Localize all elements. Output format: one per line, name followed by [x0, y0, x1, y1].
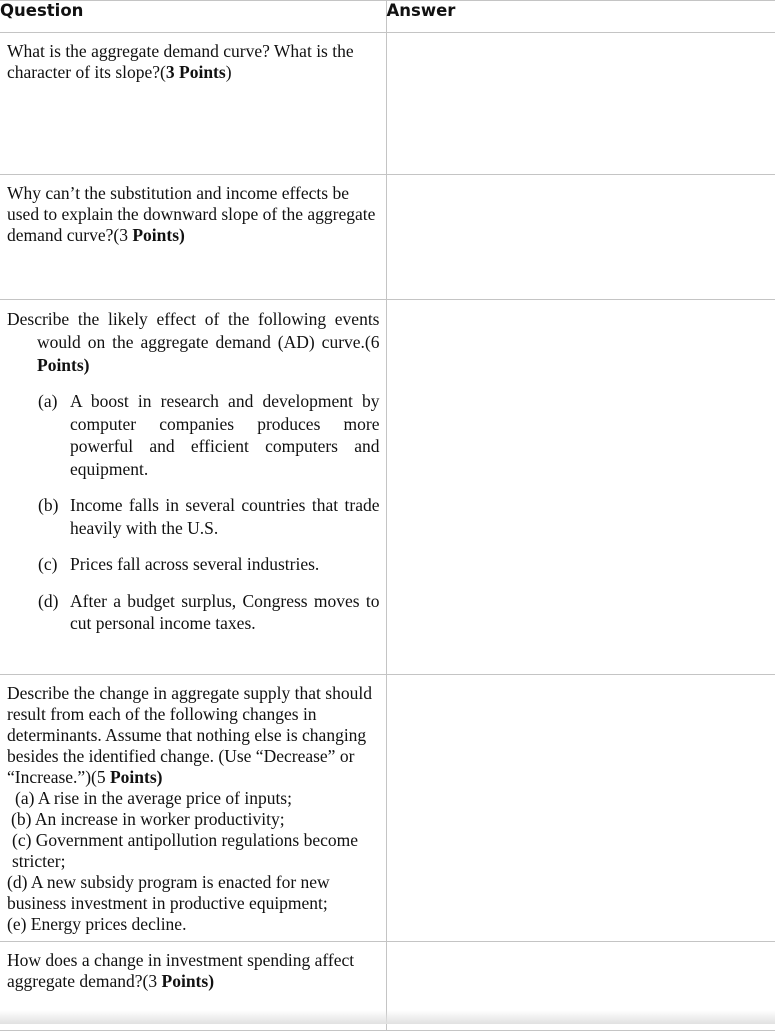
question-cell — [0, 300, 386, 675]
table-row — [0, 175, 775, 300]
question-text: How does a change in investment spending affect aggregate demand?(3 Points) — [7, 950, 355, 991]
points-label: Points) — [37, 355, 90, 375]
table-row — [0, 675, 775, 942]
table-row — [0, 300, 775, 675]
answer-cell[interactable] — [386, 33, 775, 175]
header-row — [0, 1, 775, 33]
question-text: Why can’t the substitution and income effects be used to explain the downward slope of the aggregate demand curve?(3 Points) — [7, 183, 376, 245]
question-text — [0, 300, 386, 635]
list-item: (e) Energy prices decline. — [7, 914, 187, 934]
question-column-header: Question — [0, 1, 386, 33]
table-row — [0, 942, 775, 1031]
answer-cell[interactable] — [386, 675, 775, 942]
question-intro: Describe the likely effect of the following events would on the aggregate demand (AD) curve.(6 Points) — [7, 309, 380, 375]
question-intro: Describe the change in aggregate supply that should result from each of the following changes in determinants. Assume that nothing else is changing besides the identified change. (Use “Decrease” or “Increase.”)(5 Points) — [7, 683, 372, 787]
answer-cell[interactable] — [386, 175, 775, 300]
question-cell — [0, 675, 386, 942]
points-label: Points) — [161, 971, 215, 991]
points-label: Points) — [109, 767, 163, 787]
list-item: (a) A boost in research and development by computer companies produces more powerful and efficient computers and equipment. — [38, 391, 380, 479]
answer-column-header: Answer — [386, 1, 775, 33]
points-label: 3 Points — [165, 62, 226, 82]
list-item: (d) After a budget surplus, Congress moves to cut personal income taxes. — [38, 590, 380, 633]
sub-question-list — [7, 390, 380, 635]
answer-cell[interactable] — [386, 300, 775, 675]
points-label: Points) — [132, 225, 185, 245]
question-cell — [0, 33, 386, 175]
question-text — [0, 675, 386, 935]
question-cell — [0, 175, 386, 300]
list-item: (b) Income falls in several countries that trade heavily with the U.S. — [38, 495, 380, 538]
list-item: (a) A rise in the average price of inputs; — [15, 788, 292, 808]
list-item: (d) A new subsidy program is enacted for new business investment in productive equipment; — [7, 872, 330, 913]
question-text: What is the aggregate demand curve? What is the character of its slope?(3 Points) — [7, 41, 354, 82]
list-item: (b) An increase in worker productivity; — [11, 809, 285, 829]
list-item: (c) Government antipollution regulations become stricter; — [12, 830, 359, 871]
answer-cell[interactable] — [386, 942, 775, 1031]
list-item: (c) Prices fall across several industries. — [38, 554, 320, 574]
question-cell — [0, 942, 386, 1031]
table-row — [0, 33, 775, 175]
